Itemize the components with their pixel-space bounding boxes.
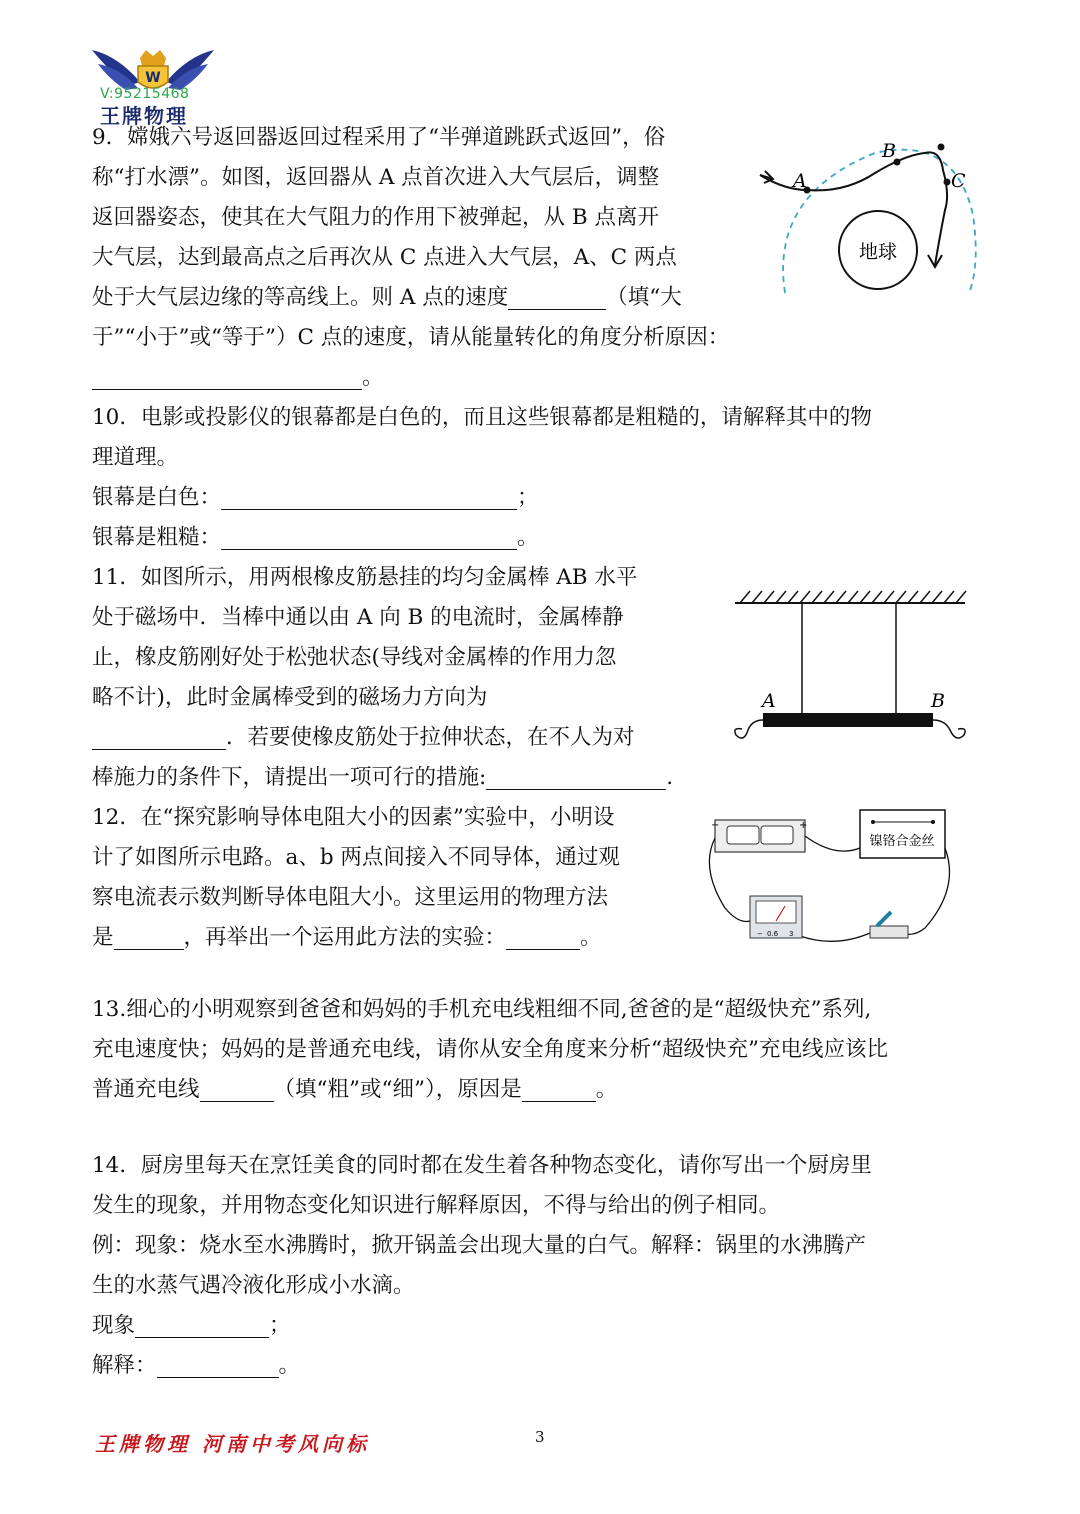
q9-line-7-tail: 。: [362, 365, 384, 390]
q14-line-2: 发生的现象，并用物态变化知识进行解释原因，不得与给出的例子相同。: [92, 1193, 781, 1218]
ammeter-dial: [756, 901, 796, 923]
logo-contact: V:95215468: [100, 86, 190, 102]
q10-white-label: 银幕是白色：: [92, 485, 222, 510]
q9-line-5: [92, 278, 682, 318]
q10-line-3: [92, 478, 539, 518]
q14-line-5: [92, 1306, 291, 1346]
q10-line-4-tail: 。: [517, 525, 539, 550]
q13-reason-blank[interactable]: [522, 1075, 596, 1102]
q14-phenomenon-label: 现象: [92, 1313, 136, 1338]
wire-battery-resistor: [805, 836, 860, 851]
rod-label-a: A: [762, 690, 776, 712]
q9-trajectory-figure: [755, 135, 985, 300]
q14-line-6-tail: 。: [278, 1353, 301, 1378]
ammeter-tick-3: 3: [789, 930, 794, 938]
q13-line-2: 充电速度快；妈妈的是普通充电线，请你从安全角度来分析“超级快充”充电线应该比: [92, 1037, 888, 1062]
q11-line-5: [92, 718, 635, 758]
rod-label-b: B: [931, 690, 945, 712]
q11-line-6: [92, 758, 673, 798]
q12-line-4-start: 是: [92, 925, 114, 950]
q10-line-1: 10．电影或投影仪的银幕都是白色的，而且这些银幕都是粗糙的，请解释其中的物: [92, 405, 872, 430]
q12-line-2: 计了如图所示电路。a、b 两点间接入不同导体，通过观: [92, 845, 620, 870]
wire-resistor-switch: [905, 848, 950, 934]
point-a-terminal: [871, 820, 875, 824]
resistor-label: 镍铬合金丝: [869, 834, 935, 849]
q13-line-3: [92, 1070, 617, 1110]
q14-line-3: 例：现象：烧水至水沸腾时，掀开锅盖会出现大量的白气。解释：锅里的水沸腾产: [92, 1233, 867, 1258]
footer-brand: 王牌物理 河南中考风向标: [95, 1432, 370, 1456]
q10-line-4: [92, 518, 539, 558]
q13-line-1: 13.细心的小明观察到爸爸和妈妈的手机充电线粗细不同,爸爸的是“超级快充”系列,: [92, 997, 872, 1022]
q10-line-3-tail: ；: [517, 485, 539, 510]
q11-line-5-text: ．若要使橡皮筋处于拉伸状态，在不人为对: [226, 725, 635, 750]
q9-line-3: 返回器姿态，使其在大气阻力的作用下被弹起，从 B 点离开: [92, 205, 659, 230]
right-wire: [933, 720, 965, 738]
battery-plus: +: [799, 820, 808, 831]
q11-line-2: 处于磁场中．当棒中通以由 A 向 B 的电流时，金属棒静: [92, 605, 624, 630]
battery-minus: −: [711, 820, 720, 831]
q10-rough-label: 银幕是粗糙：: [92, 525, 222, 550]
q11-metal-rod-figure: [730, 585, 980, 755]
wire-ammeter-switch: [800, 933, 870, 941]
label-a: A: [793, 170, 807, 192]
q12-circuit-figure: [705, 808, 955, 953]
q9-line-4: 大气层，达到最高点之后再次从 C 点进入大气层，A、C 两点: [92, 245, 677, 270]
q9-line-7: [92, 358, 384, 398]
q11-line-3: 止，橡皮筋刚好处于松弛状态(导线对金属棒的作用力忽: [92, 645, 617, 670]
q11-measure-blank[interactable]: [486, 763, 666, 790]
q12-example-blank[interactable]: [506, 923, 580, 950]
q9-line-1: 9．嫦娥六号返回器返回过程采用了“半弹道跳跃式返回”，俗: [92, 125, 666, 150]
q9-line-6: 于”“小于”或“等于”）C 点的速度，请从能量转化的角度分析原因：: [92, 325, 730, 350]
ceiling-hatching: [740, 591, 966, 603]
q11-line-6-tail: .: [666, 765, 674, 790]
battery-1: [727, 826, 759, 844]
battery-2: [761, 826, 793, 844]
q12-line-4: [92, 918, 602, 958]
point-c: [944, 179, 951, 186]
q14-line-4: 生的水蒸气遇冷液化形成小水滴。: [92, 1273, 415, 1298]
q13-line-3-mid: （填“粗”或“细”），原因是: [273, 1077, 522, 1102]
logo-name: 王牌物理: [100, 104, 188, 128]
point-top: [938, 144, 945, 151]
q13-thickness-blank[interactable]: [200, 1075, 274, 1102]
metal-rod: [763, 713, 933, 727]
q13-line-3-tail: 。: [595, 1077, 618, 1102]
q11-line-4: 略不计)，此时金属棒受到的磁场力方向为: [92, 685, 488, 710]
ammeter-tick-minus: −: [757, 930, 763, 938]
q9-line-2: 称“打水漂”。如图，返回器从 A 点首次进入大气层后，调整: [92, 165, 660, 190]
q11-line-1: 11．如图所示，用两根橡皮筋悬挂的均匀金属棒 AB 水平: [92, 565, 638, 590]
q12-line-4-mid: ，再举出一个运用此方法的实验：: [183, 925, 507, 950]
q12-line-1: 12．在“探究影响导体电阻大小的因素”实验中，小明设: [92, 805, 615, 830]
q9-speed-blank[interactable]: [508, 283, 606, 310]
q10-rough-blank[interactable]: [221, 523, 517, 550]
switch-lever: [877, 912, 891, 926]
q9-line-5-text: 处于大气层边缘的等高线上。则 A 点的速度: [92, 285, 509, 310]
q14-line-5-tail: ；: [269, 1313, 291, 1338]
q9-reason-blank[interactable]: [92, 363, 362, 390]
ammeter-tick-06: 0.6: [767, 930, 779, 938]
switch-base: [870, 926, 908, 938]
q9-line-5-tail: （填“大: [606, 285, 682, 310]
left-wire: [735, 720, 763, 738]
earth-label: 地球: [858, 241, 898, 263]
q14-line-1: 14．厨房里每天在烹饪美食的同时都在发生着各种物态变化，请你写出一个厨房里: [92, 1153, 872, 1178]
point-b-terminal: [931, 820, 935, 824]
q10-white-blank[interactable]: [221, 483, 517, 510]
page-number: 3: [535, 1428, 545, 1446]
q14-explanation-label: 解释：: [92, 1353, 157, 1378]
q14-line-6: [92, 1346, 300, 1386]
q13-line-3-start: 普通充电线: [92, 1077, 200, 1102]
q12-method-blank[interactable]: [114, 923, 184, 950]
q11-direction-blank[interactable]: [92, 723, 226, 750]
label-c: C: [951, 170, 966, 192]
q14-explanation-blank[interactable]: [157, 1351, 279, 1378]
q12-line-3: 察电流表示数判断导体电阻大小。这里运用的物理方法: [92, 885, 609, 910]
q10-line-2: 理道理。: [92, 445, 179, 470]
q12-line-4-tail: 。: [580, 925, 602, 950]
svg-text:W: W: [145, 70, 161, 86]
label-b: B: [882, 140, 896, 162]
q11-line-6-text: 棒施力的条件下，请提出一项可行的措施:: [92, 765, 487, 790]
q14-phenomenon-blank[interactable]: [135, 1311, 269, 1338]
